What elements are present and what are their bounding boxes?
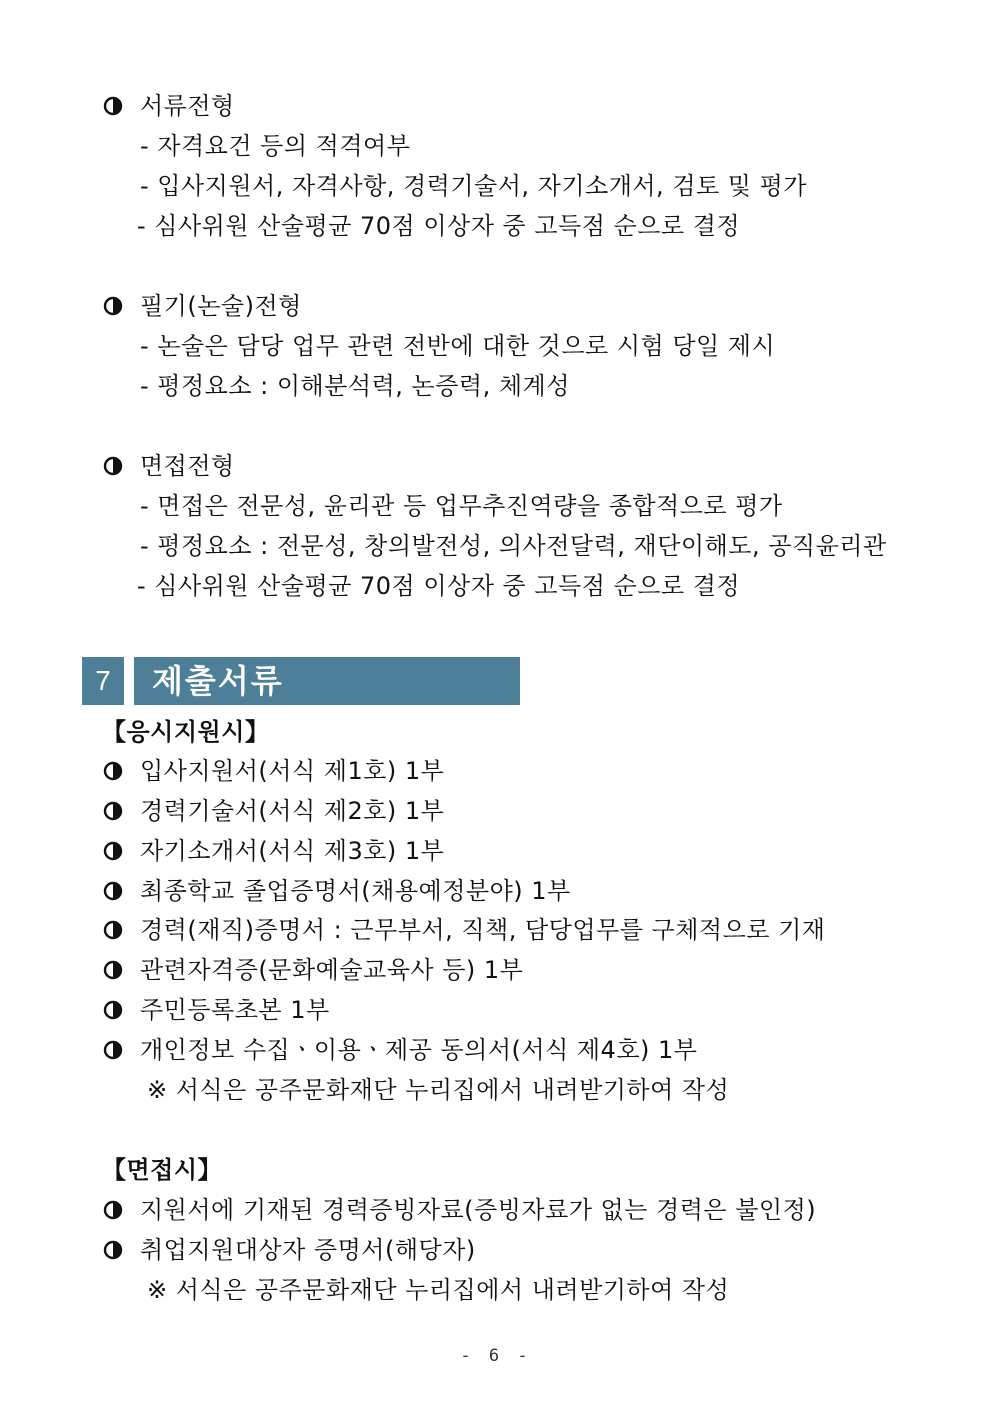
section-heading: 제출서류 xyxy=(134,657,520,705)
circle-bullet-icon xyxy=(103,451,125,481)
list-item: 지원서에 기재된 경력증빙자료(증빙자료가 없는 경력은 불인정) xyxy=(140,1196,817,1224)
list-item: 개인정보 수집ㆍ이용ㆍ제공 동의서(서식 제4호) 1부 xyxy=(140,1036,698,1064)
list-item: 자기소개서(서식 제3호) 1부 xyxy=(140,837,445,865)
page-number: - 6 - xyxy=(460,1346,532,1366)
circle-bullet-icon xyxy=(103,995,125,1025)
circle-bullet-icon xyxy=(103,915,125,945)
circle-bullet-icon xyxy=(103,836,125,866)
list-item: - 입사지원서, 자격사항, 경력기술서, 자기소개서, 검토 및 평가 xyxy=(140,172,807,200)
circle-bullet-icon xyxy=(103,796,125,826)
list-item: - 논술은 담당 업무 관련 전반에 대한 것으로 시험 당일 제시 xyxy=(140,332,776,360)
subheading-application: 【응시지원시】 xyxy=(102,718,270,746)
list-item: - 심사위원 산술평균 70점 이상자 중 고득점 순으로 결정 xyxy=(137,212,741,240)
list-item: - 면접은 전문성, 윤리관 등 업무추진역량을 종합적으로 평가 xyxy=(140,492,783,520)
list-item: - 평정요소 : 전문성, 창의발전성, 의사전달력, 재단이해도, 공직윤리관 xyxy=(140,532,887,560)
circle-bullet-icon xyxy=(103,1035,125,1065)
list-item: 관련자격증(문화예술교육사 등) 1부 xyxy=(140,956,524,984)
circle-bullet-icon xyxy=(103,1235,125,1265)
list-item: 입사지원서(서식 제1호) 1부 xyxy=(140,757,445,785)
circle-bullet-icon xyxy=(103,291,125,321)
circle-bullet-icon xyxy=(103,955,125,985)
subheading-interview: 【면접시】 xyxy=(102,1156,223,1184)
section-title-interview: 면접전형 xyxy=(140,452,235,480)
section-title-written-exam: 필기(논술)전형 xyxy=(140,292,302,320)
list-item: 취업지원대상자 증명서(해당자) xyxy=(140,1236,476,1264)
list-item: 주민등록초본 1부 xyxy=(140,996,330,1024)
circle-bullet-icon xyxy=(103,756,125,786)
list-item: - 평정요소 : 이해분석력, 논증력, 체계성 xyxy=(140,372,570,400)
list-item: - 심사위원 산술평균 70점 이상자 중 고득점 순으로 결정 xyxy=(137,572,741,600)
note: ※ 서식은 공주문화재단 누리집에서 내려받기하여 작성 xyxy=(147,1076,730,1104)
section-number: 7 xyxy=(82,657,124,705)
list-item: 최종학교 졸업증명서(채용예정분야) 1부 xyxy=(140,877,571,905)
list-item: 경력기술서(서식 제2호) 1부 xyxy=(140,797,445,825)
list-item: 경력(재직)증명서 : 근무부서, 직책, 담당업무를 구체적으로 기재 xyxy=(140,916,826,944)
note: ※ 서식은 공주문화재단 누리집에서 내려받기하여 작성 xyxy=(147,1276,730,1304)
section-title-document-screening: 서류전형 xyxy=(140,92,235,120)
circle-bullet-icon xyxy=(103,1195,125,1225)
circle-bullet-icon xyxy=(103,876,125,906)
list-item: - 자격요건 등의 적격여부 xyxy=(140,132,411,160)
circle-bullet-icon xyxy=(103,91,125,121)
section-header xyxy=(82,657,522,705)
